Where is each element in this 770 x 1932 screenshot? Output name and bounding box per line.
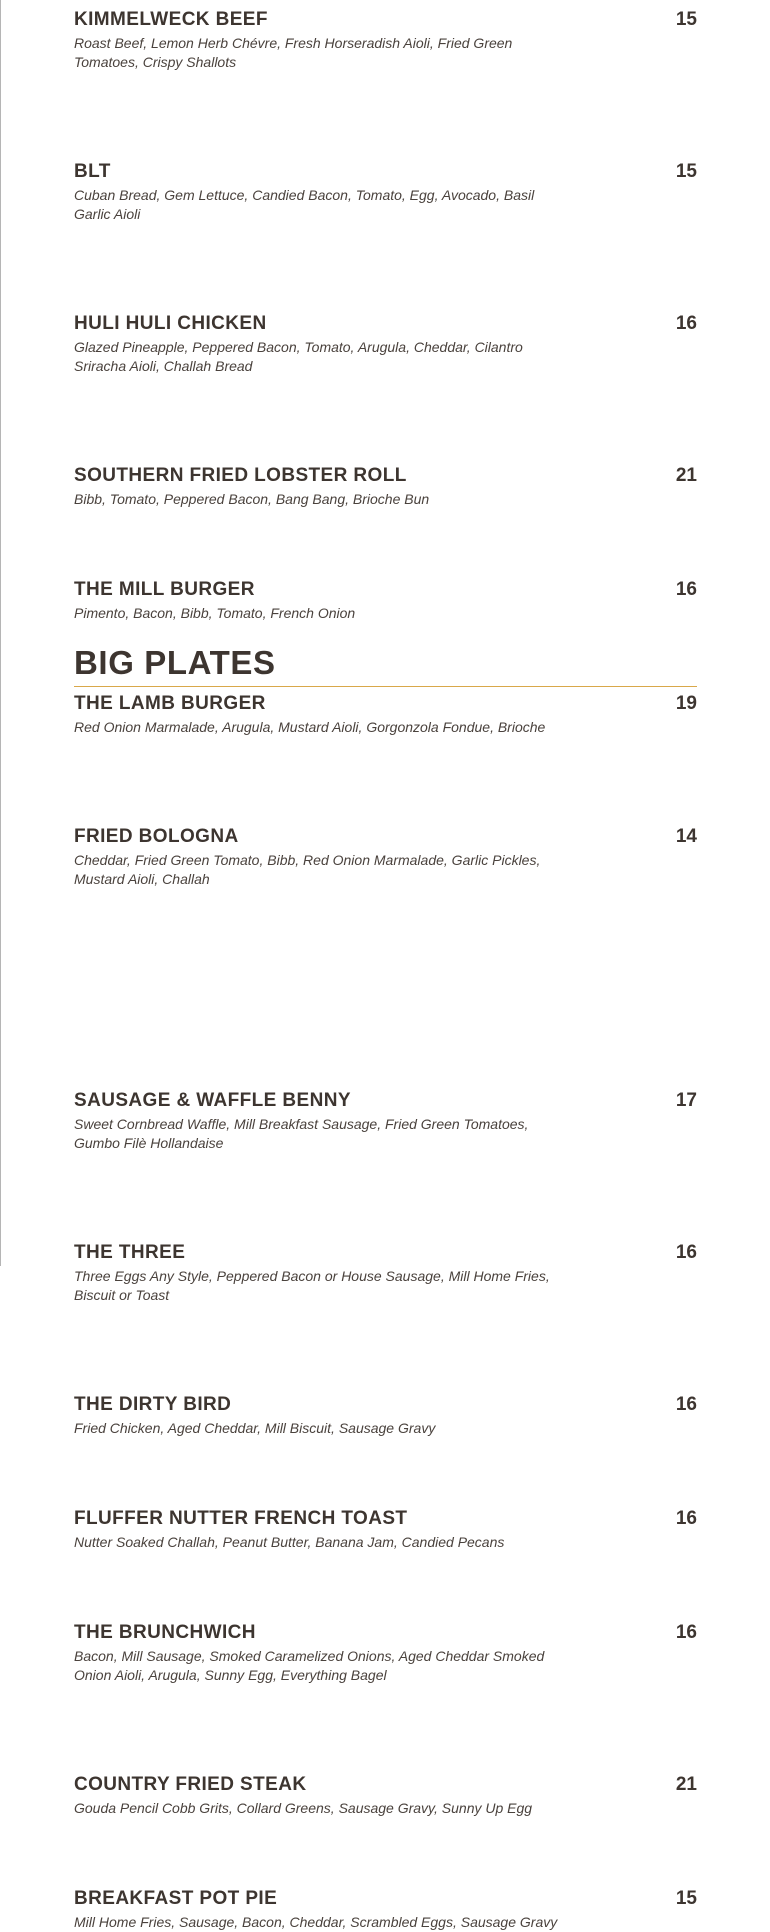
item-name: THE LAMB BURGER bbox=[74, 693, 266, 714]
menu-item bbox=[74, 313, 697, 376]
menu-item bbox=[74, 1622, 697, 1685]
item-description: Bibb, Tomato, Peppered Bacon, Bang Bang, Brioche Bun bbox=[74, 491, 430, 507]
item-name: SAUSAGE & WAFFLE BENNY bbox=[74, 1090, 351, 1111]
item-price: 21 bbox=[675, 465, 697, 486]
menu-item bbox=[74, 1090, 697, 1153]
item-price: 16 bbox=[675, 1622, 697, 1643]
item-price: 16 bbox=[675, 1242, 697, 1263]
item-name: SOUTHERN FRIED LOBSTER ROLL bbox=[74, 465, 407, 486]
item-name: BREAKFAST POT PIE bbox=[74, 1888, 278, 1909]
item-name: THE THREE bbox=[74, 1242, 186, 1263]
item-price: 15 bbox=[675, 1888, 697, 1909]
item-description: Red Onion Marmalade, Arugula, Mustard Aioli, Gorgonzola Fondue, Brioche bbox=[74, 719, 546, 735]
page-edge-line bbox=[0, 0, 1, 1266]
item-description: Bacon, Mill Sausage, Smoked Caramelized Onions, Aged Cheddar Smoked Onion Aioli, Arugula, Sunny Egg, Everything Bagel bbox=[74, 1648, 545, 1683]
item-price: 16 bbox=[675, 1394, 697, 1415]
item-price: 19 bbox=[675, 693, 697, 714]
item-description: Roast Beef, Lemon Herb Chévre, Fresh Horseradish Aioli, Fried Green Tomatoes, Crispy Shallots bbox=[74, 35, 513, 70]
item-price: 15 bbox=[675, 9, 697, 30]
item-description: Three Eggs Any Style, Peppered Bacon or House Sausage, Mill Home Fries, Biscuit or Toast bbox=[74, 1268, 550, 1303]
item-name: FLUFFER NUTTER FRENCH TOAST bbox=[74, 1508, 408, 1529]
menu-item bbox=[74, 579, 697, 623]
menu-item bbox=[74, 9, 697, 72]
item-name: COUNTRY FRIED STEAK bbox=[74, 1774, 307, 1795]
menu-item bbox=[74, 465, 697, 509]
item-name: THE MILL BURGER bbox=[74, 579, 255, 600]
item-description: Nutter Soaked Challah, Peanut Butter, Banana Jam, Candied Pecans bbox=[74, 1534, 505, 1550]
item-price: 17 bbox=[675, 1090, 697, 1111]
item-description: Fried Chicken, Aged Cheddar, Mill Biscuit, Sausage Gravy bbox=[74, 1420, 436, 1436]
item-price: 21 bbox=[675, 1774, 697, 1795]
item-price: 16 bbox=[675, 1508, 697, 1529]
item-name: THE DIRTY BIRD bbox=[74, 1394, 232, 1415]
section-title-big-plates: BIG PLATES bbox=[74, 644, 276, 681]
item-description: Mill Home Fries, Sausage, Bacon, Cheddar, Scrambled Eggs, Sausage Gravy bbox=[74, 1914, 558, 1930]
item-price: 15 bbox=[675, 161, 697, 182]
item-name: HULI HULI CHICKEN bbox=[74, 313, 267, 334]
menu-item bbox=[74, 1888, 697, 1932]
section-divider bbox=[74, 686, 697, 687]
item-description: Cuban Bread, Gem Lettuce, Candied Bacon, Tomato, Egg, Avocado, Basil Garlic Aioli bbox=[74, 187, 535, 222]
item-description: Pimento, Bacon, Bibb, Tomato, French Onion bbox=[74, 605, 356, 621]
menu-item bbox=[74, 1242, 697, 1305]
item-name: FRIED BOLOGNA bbox=[74, 826, 239, 847]
item-name: BLT bbox=[74, 161, 111, 182]
menu-item bbox=[74, 826, 697, 889]
item-description: Glazed Pineapple, Peppered Bacon, Tomato, Arugula, Cheddar, Cilantro Sriracha Aioli, Challah Bread bbox=[74, 339, 523, 374]
item-price: 16 bbox=[675, 579, 697, 600]
menu-item bbox=[74, 1394, 697, 1438]
menu-item bbox=[74, 1508, 697, 1552]
item-price: 14 bbox=[675, 826, 697, 847]
item-name: THE BRUNCHWICH bbox=[74, 1622, 256, 1643]
item-description: Sweet Cornbread Waffle, Mill Breakfast Sausage, Fried Green Tomatoes, Gumbo Filè Hollandaise bbox=[74, 1116, 529, 1151]
menu-item bbox=[74, 693, 697, 737]
item-price: 16 bbox=[675, 313, 697, 334]
item-name: KIMMELWECK BEEF bbox=[74, 9, 268, 30]
item-description: Gouda Pencil Cobb Grits, Collard Greens, Sausage Gravy, Sunny Up Egg bbox=[74, 1800, 533, 1816]
menu-item bbox=[74, 161, 697, 224]
menu-item bbox=[74, 1774, 697, 1818]
item-description: Cheddar, Fried Green Tomato, Bibb, Red Onion Marmalade, Garlic Pickles, Mustard Aioli, Challah bbox=[74, 852, 541, 887]
